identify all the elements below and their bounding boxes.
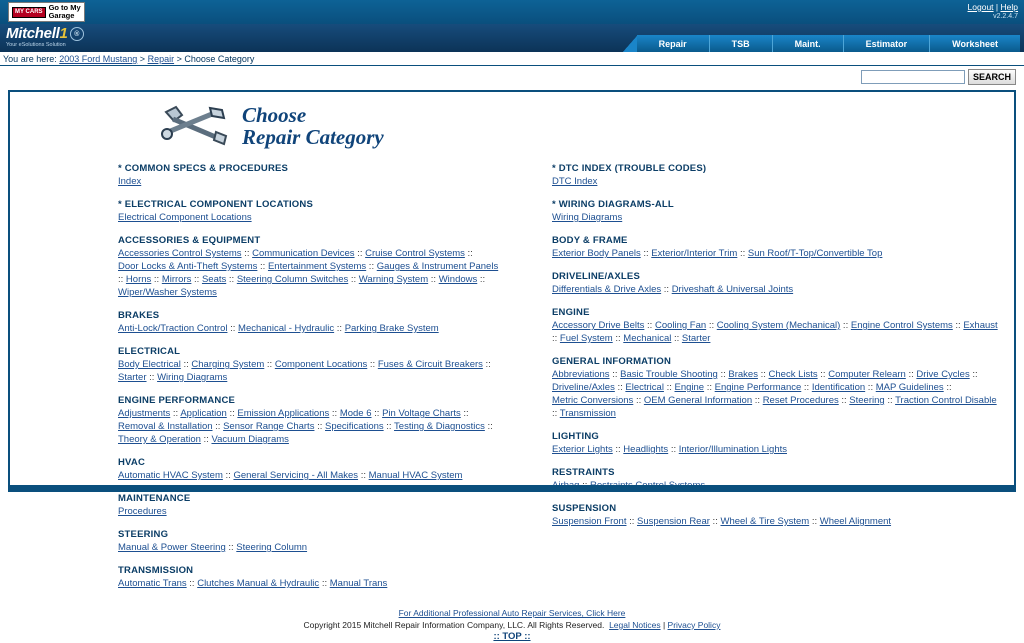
legal-notices-link[interactable]: Legal Notices xyxy=(609,620,661,630)
category-link[interactable]: Procedures xyxy=(118,506,167,517)
category-group-title: RESTRAINTS xyxy=(552,467,615,478)
tab-estimator[interactable]: Estimator xyxy=(843,35,930,52)
category-link[interactable]: Metric Conversions xyxy=(552,395,634,406)
category-columns xyxy=(10,153,1014,601)
breadcrumb-sep-2: > xyxy=(176,54,182,64)
link-separator: :: xyxy=(146,372,158,383)
link-separator: :: xyxy=(227,323,239,334)
category-link[interactable]: Brakes xyxy=(728,369,758,380)
category-link[interactable]: Pin Voltage Charts xyxy=(382,408,461,419)
link-separator: | xyxy=(995,2,999,12)
link-separator: :: xyxy=(334,323,345,334)
category-link-list xyxy=(552,443,1002,456)
category-link[interactable]: Anti-Lock/Traction Control xyxy=(118,323,228,334)
link-separator: :: xyxy=(706,320,717,331)
category-link[interactable]: DTC Index xyxy=(552,176,598,187)
link-separator: :: xyxy=(348,274,359,285)
category-link[interactable]: Wheel & Tire System xyxy=(720,516,810,527)
category-group-title: ACCESSORIES & EQUIPMENT xyxy=(118,235,261,246)
category-link[interactable]: Drive Cycles xyxy=(916,369,970,380)
logout-link[interactable]: Logout xyxy=(967,2,994,12)
left-category-column xyxy=(10,163,512,601)
link-separator: :: xyxy=(661,284,672,295)
link-separator: :: xyxy=(383,421,395,432)
link-separator: :: xyxy=(717,369,729,380)
category-group xyxy=(552,199,1002,224)
category-link[interactable]: Cruise Control Systems xyxy=(365,248,465,259)
category-link[interactable]: Charging System xyxy=(191,359,265,370)
link-separator: :: xyxy=(212,421,224,432)
category-link[interactable]: Emission Applications xyxy=(237,408,330,419)
category-link[interactable]: Transmission xyxy=(559,408,616,419)
choose-repair-category-panel xyxy=(8,90,1016,642)
category-group-title: SUSPENSION xyxy=(552,503,617,514)
link-separator: :: xyxy=(943,382,952,393)
category-link[interactable]: Fuel System xyxy=(559,333,613,344)
category-link[interactable]: Engine Performance xyxy=(714,382,802,393)
category-link[interactable]: Specifications xyxy=(325,421,384,432)
category-group xyxy=(118,565,500,590)
category-group-title: LIGHTING xyxy=(552,431,599,442)
category-group xyxy=(118,457,500,482)
category-link-list xyxy=(552,319,1002,345)
category-link[interactable]: Manual & Power Steering xyxy=(118,542,226,553)
wrench-icon xyxy=(160,102,230,149)
link-separator: :: xyxy=(186,578,198,589)
category-link[interactable]: Abbreviations xyxy=(552,369,610,380)
link-separator: :: xyxy=(817,369,829,380)
nav-slant-decoration xyxy=(623,36,637,52)
category-link-list xyxy=(552,175,1002,188)
breadcrumb-sep-1: > xyxy=(139,54,146,64)
link-separator: :: xyxy=(905,369,917,380)
category-link-list xyxy=(118,358,500,384)
category-link[interactable]: Exhaust xyxy=(963,320,998,331)
link-separator: :: xyxy=(709,516,721,527)
category-link[interactable]: Exterior Lights xyxy=(552,444,613,455)
link-separator: :: xyxy=(612,444,624,455)
link-separator: :: xyxy=(668,444,679,455)
link-separator: :: xyxy=(118,274,126,285)
privacy-policy-link[interactable]: Privacy Policy xyxy=(667,620,721,630)
category-link[interactable]: Mechanical - Hydraulic xyxy=(238,323,335,334)
category-link-list xyxy=(118,247,500,299)
help-link[interactable]: Help xyxy=(1000,2,1018,12)
link-separator: :: xyxy=(614,382,626,393)
category-link[interactable]: Removal & Installation xyxy=(118,421,213,432)
link-separator: :: xyxy=(264,359,275,370)
category-group xyxy=(552,271,1002,296)
link-separator: :: xyxy=(358,470,369,481)
brand-tagline: Your eSolutions Solution xyxy=(6,41,66,48)
link-separator: :: xyxy=(612,333,624,344)
top-bar xyxy=(0,0,1024,24)
link-separator: :: xyxy=(191,274,202,285)
category-link[interactable]: Driveshaft & Universal Joints xyxy=(671,284,794,295)
category-link[interactable]: Application xyxy=(180,408,227,419)
category-group xyxy=(118,493,500,518)
link-separator: :: xyxy=(319,578,330,589)
link-separator: :: xyxy=(226,274,237,285)
link-separator: :: xyxy=(200,434,212,445)
category-link[interactable]: Accessory Drive Belts xyxy=(552,320,645,331)
category-link-list xyxy=(118,541,500,554)
category-link-list xyxy=(552,247,1002,260)
garage-label-line2: Garage xyxy=(48,11,75,20)
breadcrumb-current: Choose Category xyxy=(184,54,255,64)
top-right-links xyxy=(968,2,1018,22)
category-group-title: * ELECTRICAL COMPONENT LOCATIONS xyxy=(118,199,313,210)
category-group-title: MAINTENANCE xyxy=(118,493,191,504)
category-link[interactable]: Automatic HVAC System xyxy=(118,470,223,481)
category-group xyxy=(552,307,1002,345)
category-link[interactable]: Index xyxy=(118,176,142,187)
link-separator: :: xyxy=(952,320,964,331)
category-link[interactable]: Automatic Trans xyxy=(118,578,187,589)
category-link[interactable]: Headlights xyxy=(623,444,669,455)
search-row xyxy=(0,66,1024,88)
category-group-title: ENGINE xyxy=(552,307,590,318)
link-separator: :: xyxy=(170,408,181,419)
tab-repair[interactable]: Repair xyxy=(637,35,709,52)
category-link[interactable]: Suspension Rear xyxy=(637,516,710,527)
go-to-my-garage-button[interactable] xyxy=(8,2,85,22)
tab-maint[interactable]: Maint. xyxy=(772,35,843,52)
category-link[interactable]: MAP Guidelines xyxy=(875,382,944,393)
category-link[interactable]: Component Locations xyxy=(274,359,368,370)
category-link[interactable]: Exterior Body Panels xyxy=(552,248,641,259)
category-group xyxy=(118,199,500,224)
category-group xyxy=(552,503,1002,528)
category-group-title: BODY & FRAME xyxy=(552,235,628,246)
category-group-title: * WIRING DIAGRAMS-ALL xyxy=(552,199,674,210)
footer-copyright-row xyxy=(10,619,1014,631)
category-link[interactable]: Warning System xyxy=(358,274,429,285)
link-separator: :: xyxy=(663,382,675,393)
category-link[interactable]: Traction Control Disable xyxy=(895,395,997,406)
category-link[interactable]: Manual HVAC System xyxy=(368,470,463,481)
link-separator: :: xyxy=(477,274,486,285)
category-link[interactable]: Steering Column xyxy=(236,542,308,553)
pro-services-link[interactable]: For Additional Professional Auto Repair Services, Click Here xyxy=(398,608,626,618)
category-link[interactable]: Mechanical xyxy=(623,333,672,344)
category-link[interactable]: Sun Roof/T-Top/Convertible Top xyxy=(747,248,883,259)
breadcrumb xyxy=(0,52,1024,66)
footer-pro-services xyxy=(10,607,1014,619)
version-label: v2.2.4.7 xyxy=(993,13,1018,20)
search-input[interactable] xyxy=(861,70,965,84)
category-group-title: STEERING xyxy=(118,529,169,540)
mitchell1-wordmark xyxy=(6,24,84,42)
link-separator: :: xyxy=(241,248,253,259)
category-link-list xyxy=(118,505,500,518)
category-link[interactable]: Interior/Illumination Lights xyxy=(678,444,787,455)
category-link[interactable]: Computer Relearn xyxy=(828,369,906,380)
link-separator: :: xyxy=(329,408,340,419)
tab-tsb[interactable]: TSB xyxy=(709,35,772,52)
category-link[interactable]: Accessories Control Systems xyxy=(118,248,242,259)
category-link-list xyxy=(118,175,500,188)
category-group xyxy=(118,346,500,384)
category-link[interactable]: Clutches Manual & Hydraulic xyxy=(197,578,320,589)
garage-button-label xyxy=(49,4,81,20)
page-header xyxy=(10,92,1014,153)
category-group-title: GENERAL INFORMATION xyxy=(552,356,672,367)
category-group xyxy=(118,163,500,188)
link-separator: :: xyxy=(367,359,378,370)
footer-copyright: Copyright 2015 Mitchell Repair Information Company, LLC. All Rights Reserved. xyxy=(303,620,605,630)
category-link[interactable]: Suspension Front xyxy=(552,516,627,527)
category-link-list xyxy=(118,407,500,446)
link-separator: :: xyxy=(552,408,560,419)
category-link[interactable]: Reset Procedures xyxy=(762,395,839,406)
category-group xyxy=(118,310,500,335)
breadcrumb-repair-link[interactable]: Repair xyxy=(147,54,175,64)
category-link-list xyxy=(118,322,500,335)
footer-top-row xyxy=(10,631,1014,643)
category-link[interactable]: Steering xyxy=(849,395,885,406)
category-group-title: * COMMON SPECS & PROCEDURES xyxy=(118,163,289,174)
link-separator: :: xyxy=(801,382,812,393)
category-link[interactable]: Driveline/Axles xyxy=(552,382,615,393)
brand-name-one: 1 xyxy=(59,24,68,42)
link-separator: :: xyxy=(865,382,876,393)
link-separator: :: xyxy=(671,333,682,344)
tab-worksheet[interactable]: Worksheet xyxy=(929,35,1020,52)
link-separator: :: xyxy=(460,408,469,419)
category-link-list xyxy=(552,368,1002,420)
link-separator: :: xyxy=(428,274,439,285)
category-link[interactable]: Adjustments xyxy=(118,408,171,419)
category-link[interactable]: Wiring Diagrams xyxy=(552,212,623,223)
category-group-title: DRIVELINE/AXLES xyxy=(552,271,640,282)
brand-name-text: Mitchell xyxy=(6,24,60,42)
garage-label-line1: Go to My xyxy=(48,3,81,12)
link-separator: :: xyxy=(482,359,491,370)
category-group-title: ELECTRICAL xyxy=(118,346,181,357)
category-link[interactable]: Fuses & Circuit Breakers xyxy=(377,359,483,370)
page-title xyxy=(242,104,384,148)
category-link[interactable]: Cooling System (Mechanical) xyxy=(716,320,841,331)
right-category-column xyxy=(512,163,1014,601)
link-separator: :: xyxy=(464,248,473,259)
back-to-top-link[interactable]: :: TOP :: xyxy=(493,631,531,642)
category-link[interactable]: Windows xyxy=(438,274,478,285)
category-link[interactable]: Vacuum Diagrams xyxy=(211,434,289,445)
category-group xyxy=(552,356,1002,420)
category-link[interactable]: Body Electrical xyxy=(118,359,181,370)
category-link[interactable]: Engine xyxy=(674,382,705,393)
category-group-title: TRANSMISSION xyxy=(118,565,194,576)
my-cars-logo: MY CARS xyxy=(12,7,46,18)
category-link[interactable]: Electrical xyxy=(625,382,664,393)
link-separator: :: xyxy=(704,382,715,393)
category-group xyxy=(552,235,1002,260)
link-separator: :: xyxy=(644,320,655,331)
link-separator: :: xyxy=(609,369,621,380)
category-link[interactable]: Wiper/Washer Systems xyxy=(118,287,217,298)
link-separator: :: xyxy=(640,248,652,259)
link-separator: :: xyxy=(809,516,820,527)
category-link[interactable]: Seats xyxy=(201,274,227,285)
link-separator: :: xyxy=(884,395,896,406)
category-link-list xyxy=(552,515,1002,528)
link-separator: :: xyxy=(484,421,493,432)
category-link-list xyxy=(552,283,1002,296)
category-link-list xyxy=(118,211,500,224)
category-link[interactable]: Communication Devices xyxy=(252,248,355,259)
category-group xyxy=(118,529,500,554)
category-link[interactable]: Gauges & Instrument Panels xyxy=(376,261,499,272)
category-link[interactable]: Theory & Operation xyxy=(118,434,201,445)
category-group xyxy=(552,431,1002,456)
category-link[interactable]: Electrical Component Locations xyxy=(118,212,252,223)
category-link[interactable]: Door Locks & Anti-Theft Systems xyxy=(118,261,258,272)
link-separator: :: xyxy=(354,248,366,259)
category-link[interactable]: Wheel Alignment xyxy=(819,516,892,527)
category-link[interactable]: Wiring Diagrams xyxy=(157,372,228,383)
category-link[interactable]: Identification xyxy=(811,382,866,393)
page-title-line2: Repair Category xyxy=(242,124,384,149)
category-link[interactable]: Testing & Diagnostics xyxy=(394,421,485,432)
category-link[interactable]: Cooling Fan xyxy=(654,320,707,331)
link-separator: :: xyxy=(257,261,268,272)
category-group xyxy=(118,235,500,299)
category-group xyxy=(552,163,1002,188)
category-link[interactable]: Mode 6 xyxy=(339,408,372,419)
link-separator: :: xyxy=(552,333,560,344)
link-separator: :: xyxy=(222,470,234,481)
breadcrumb-prefix: You are here: xyxy=(3,54,57,64)
link-separator: :: xyxy=(371,408,383,419)
category-group xyxy=(118,395,500,446)
category-group-title: * DTC INDEX (TROUBLE CODES) xyxy=(552,163,707,174)
category-group-title: HVAC xyxy=(118,457,146,468)
footer-legal-separator: | xyxy=(662,620,666,630)
link-separator: :: xyxy=(366,261,377,272)
category-link[interactable]: Check Lists xyxy=(768,369,818,380)
category-link-list xyxy=(118,469,500,482)
category-link[interactable]: Horns xyxy=(125,274,152,285)
category-link[interactable]: Manual Trans xyxy=(329,578,388,589)
page-footer xyxy=(10,601,1014,643)
category-link[interactable]: Entertainment Systems xyxy=(267,261,367,272)
breadcrumb-vehicle-link[interactable]: 2003 Ford Mustang xyxy=(59,54,138,64)
category-group-title: ENGINE PERFORMANCE xyxy=(118,395,236,406)
link-separator: :: xyxy=(757,369,769,380)
category-link[interactable]: Exterior/Interior Trim xyxy=(651,248,738,259)
category-link[interactable]: OEM General Information xyxy=(643,395,753,406)
link-separator: :: xyxy=(180,359,192,370)
category-link-list xyxy=(118,577,500,590)
category-group-title: BRAKES xyxy=(118,310,160,321)
link-separator: :: xyxy=(225,542,237,553)
category-link[interactable]: General Servicing - All Makes xyxy=(233,470,359,481)
page-title-line1: Choose xyxy=(242,102,307,127)
category-link[interactable]: Differentials & Drive Axles xyxy=(552,284,662,295)
category-link[interactable]: Mirrors xyxy=(161,274,192,285)
category-link[interactable]: Starter xyxy=(118,372,147,383)
search-button[interactable]: SEARCH xyxy=(968,69,1016,85)
link-separator: :: xyxy=(737,248,748,259)
link-separator: :: xyxy=(314,421,326,432)
main-nav-tabs xyxy=(623,35,1020,52)
link-separator: :: xyxy=(626,516,638,527)
mitchell1-logo[interactable] xyxy=(6,24,84,50)
category-link[interactable]: Engine Control Systems xyxy=(850,320,953,331)
link-separator: :: xyxy=(838,395,850,406)
link-separator: :: xyxy=(752,395,763,406)
link-separator: :: xyxy=(151,274,162,285)
category-link[interactable]: Parking Brake System xyxy=(344,323,439,334)
category-link[interactable]: Sensor Range Charts xyxy=(223,421,315,432)
link-separator: :: xyxy=(840,320,851,331)
category-link-list xyxy=(552,211,1002,224)
category-link[interactable]: Steering Column Switches xyxy=(236,274,349,285)
brand-bar xyxy=(0,24,1024,52)
link-separator: :: xyxy=(969,369,978,380)
brand-circle-icon: ® xyxy=(70,27,84,41)
link-separator: :: xyxy=(226,408,238,419)
category-link[interactable]: Basic Trouble Shooting xyxy=(620,369,718,380)
panel-bottom-strip xyxy=(10,485,1014,490)
link-separator: :: xyxy=(633,395,644,406)
category-link[interactable]: Starter xyxy=(681,333,711,344)
